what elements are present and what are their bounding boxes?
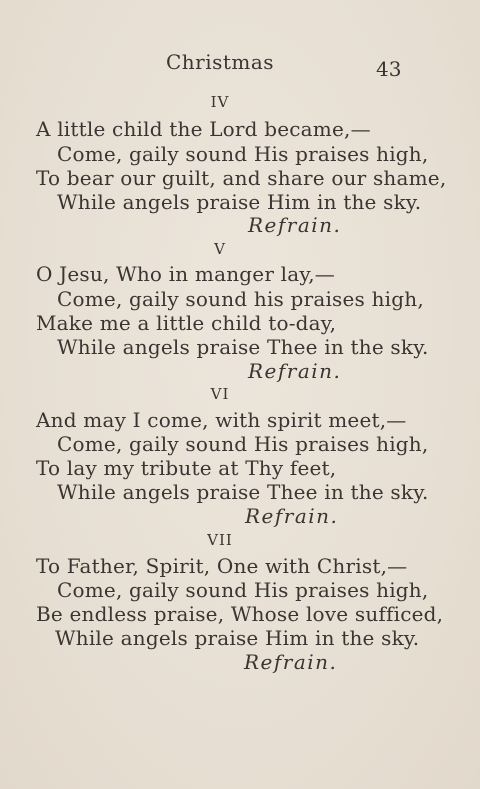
verse-line: While angels praise Thee in the sky. (57, 480, 429, 504)
verse-line: Come, gaily sound His praises high, (57, 432, 429, 456)
verse-line: To bear our guilt, and share our shame, (36, 166, 447, 190)
refrain-label: Refrain. (245, 504, 339, 528)
verse-line: To Father, Spirit, One with Christ,— (36, 554, 408, 578)
verse-line: And may I come, with spirit meet,— (36, 408, 407, 432)
stanza-number: VI (210, 385, 230, 403)
verse-line: A little child the Lord became,— (36, 117, 371, 141)
verse-line: Make me a little child to-day, (36, 311, 337, 335)
running-header-title: Christmas (165, 50, 275, 74)
verse-line: Come, gaily sound His praises high, (57, 142, 429, 166)
stanza-number: V (214, 240, 226, 258)
verse-line: To lay my tribute at Thy feet, (36, 456, 337, 480)
refrain-label: Refrain. (248, 213, 342, 237)
verse-line: While angels praise Him in the sky. (55, 626, 420, 650)
verse-line: While angels praise Thee in the sky. (57, 335, 429, 359)
verse-line: Come, gaily sound his praises high, (57, 287, 424, 311)
verse-line: O Jesu, Who in manger lay,— (36, 262, 335, 286)
verse-line: While angels praise Him in the sky. (57, 190, 422, 214)
refrain-label: Refrain. (248, 359, 342, 383)
refrain-label: Refrain. (244, 650, 338, 674)
stanza-number: VII (207, 531, 233, 549)
stanza-number: IV (210, 93, 230, 111)
verse-line: Be endless praise, Whose love sufficed, (36, 602, 444, 626)
page-number: 43 (376, 57, 402, 81)
verse-line: Come, gaily sound His praises high, (57, 578, 429, 602)
